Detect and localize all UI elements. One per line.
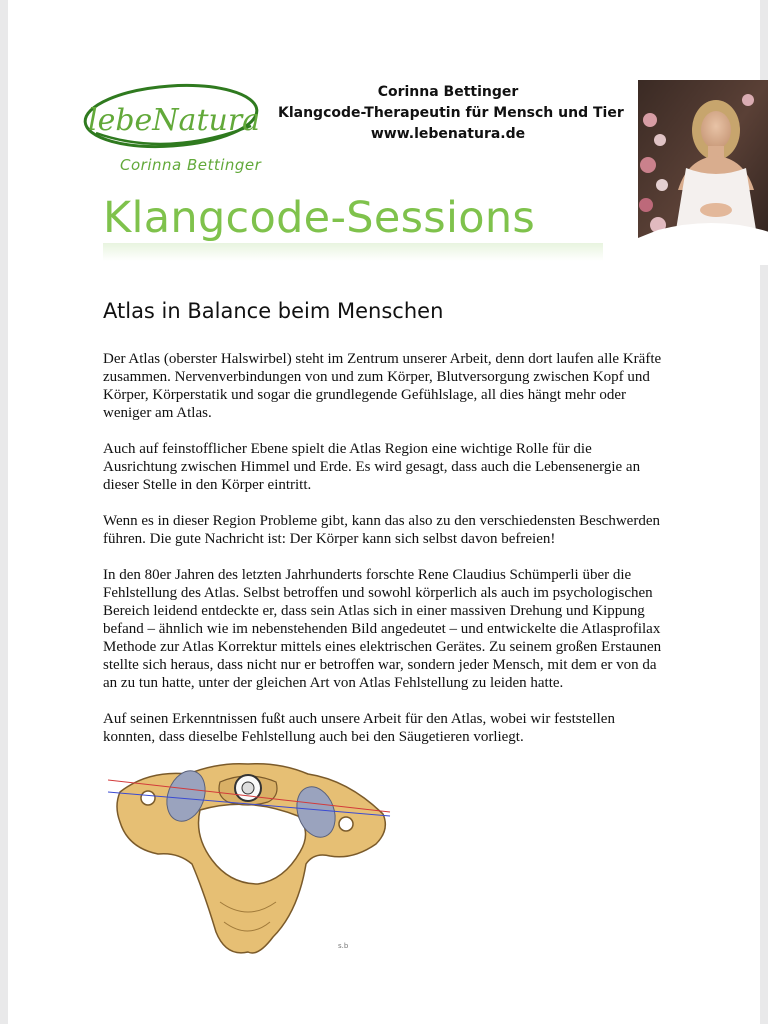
svg-text:s.b: s.b	[338, 942, 349, 950]
author-photo	[638, 80, 768, 265]
title-reflection	[103, 243, 603, 261]
text-line: befand – ähnlich wie im nebenstehenden Bild angedeutet – und entwickelte die Atlasprofilax	[103, 621, 661, 637]
text-line: Bereich leidend entdeckte er, dass sein Atlas sich in einer massiven Drehung und Kippung	[103, 603, 645, 619]
section-heading: Atlas in Balance beim Menschen	[103, 299, 444, 323]
text-line: Fehlstellung des Atlas. Selbst betroffen und sowohl körperlich als auch im psychologischen	[103, 585, 653, 601]
text-line: Körper, Körperstatik und sogar die grundlegende Gefühlslage, all dies hängt mehr oder	[103, 387, 626, 403]
text-line: Der Atlas (oberster Halswirbel) steht im Zentrum unserer Arbeit, denn dort laufen alle Kräfte	[103, 351, 662, 367]
logo-wordmark: lebeNatura	[88, 103, 261, 138]
paragraph	[103, 512, 683, 548]
text-line: Methode zur Atlas Korrektur mittels eines elektrischen Gerätes. Zu seinem großen Erstaunen	[103, 639, 662, 655]
text-line: Auf seinen Erkenntnissen fußt auch unsere Arbeit für den Atlas, wobei wir feststellen	[103, 711, 615, 727]
text-line: Auch auf feinstofflicher Ebene spielt die Atlas Region eine wichtige Rolle für die	[103, 441, 592, 457]
website: www.lebenatura.de	[370, 126, 526, 142]
document-page	[8, 0, 760, 1024]
text-line: führen. Die gute Nachricht ist: Der Körper kann sich selbst davon befreien!	[103, 531, 556, 547]
author-role: Klangcode-Therapeutin für Mensch und Tier	[278, 105, 624, 121]
author-name: Corinna Bettinger	[377, 84, 519, 100]
text-line: Wenn es in dieser Region Probleme gibt, kann das also zu den verschiedensten Beschwerden	[103, 513, 660, 529]
header-contact	[278, 82, 624, 145]
paragraph	[103, 710, 683, 746]
page-title: Klangcode-Sessions	[103, 193, 536, 243]
text-line: dieser Stelle in den Körper eintritt.	[103, 477, 312, 493]
text-line: In den 80er Jahren des letzten Jahrhunderts forschte Rene Claudius Schümperli über die	[103, 567, 632, 583]
paragraph	[103, 440, 683, 494]
atlas-vertebra-illustration	[108, 752, 398, 967]
text-line: zusammen. Nervenverbindungen von und zum Körper, Blutversorgung zwischen Kopf und	[103, 369, 650, 385]
body-text	[103, 350, 683, 764]
text-line: konnten, dass dieselbe Fehlstellung auch bei den Säugetieren vorliegt.	[103, 729, 524, 745]
paragraph	[103, 350, 683, 422]
text-line: an zu tun hatte, unter der gleichen Art von Atlas Fehlstellung zu leiden hatte.	[103, 675, 564, 691]
text-line: weniger am Atlas.	[103, 405, 212, 421]
text-line: stellte sich heraus, dass nicht nur er betroffen war, sondern jeder Mensch, mit dem er von da	[103, 657, 657, 673]
paragraph	[103, 566, 683, 692]
text-line: Ausrichtung zwischen Himmel und Erde. Es wird gesagt, dass auch die Lebensenergie an	[103, 459, 641, 475]
logo-subtitle: Corinna Bettinger	[120, 156, 262, 174]
